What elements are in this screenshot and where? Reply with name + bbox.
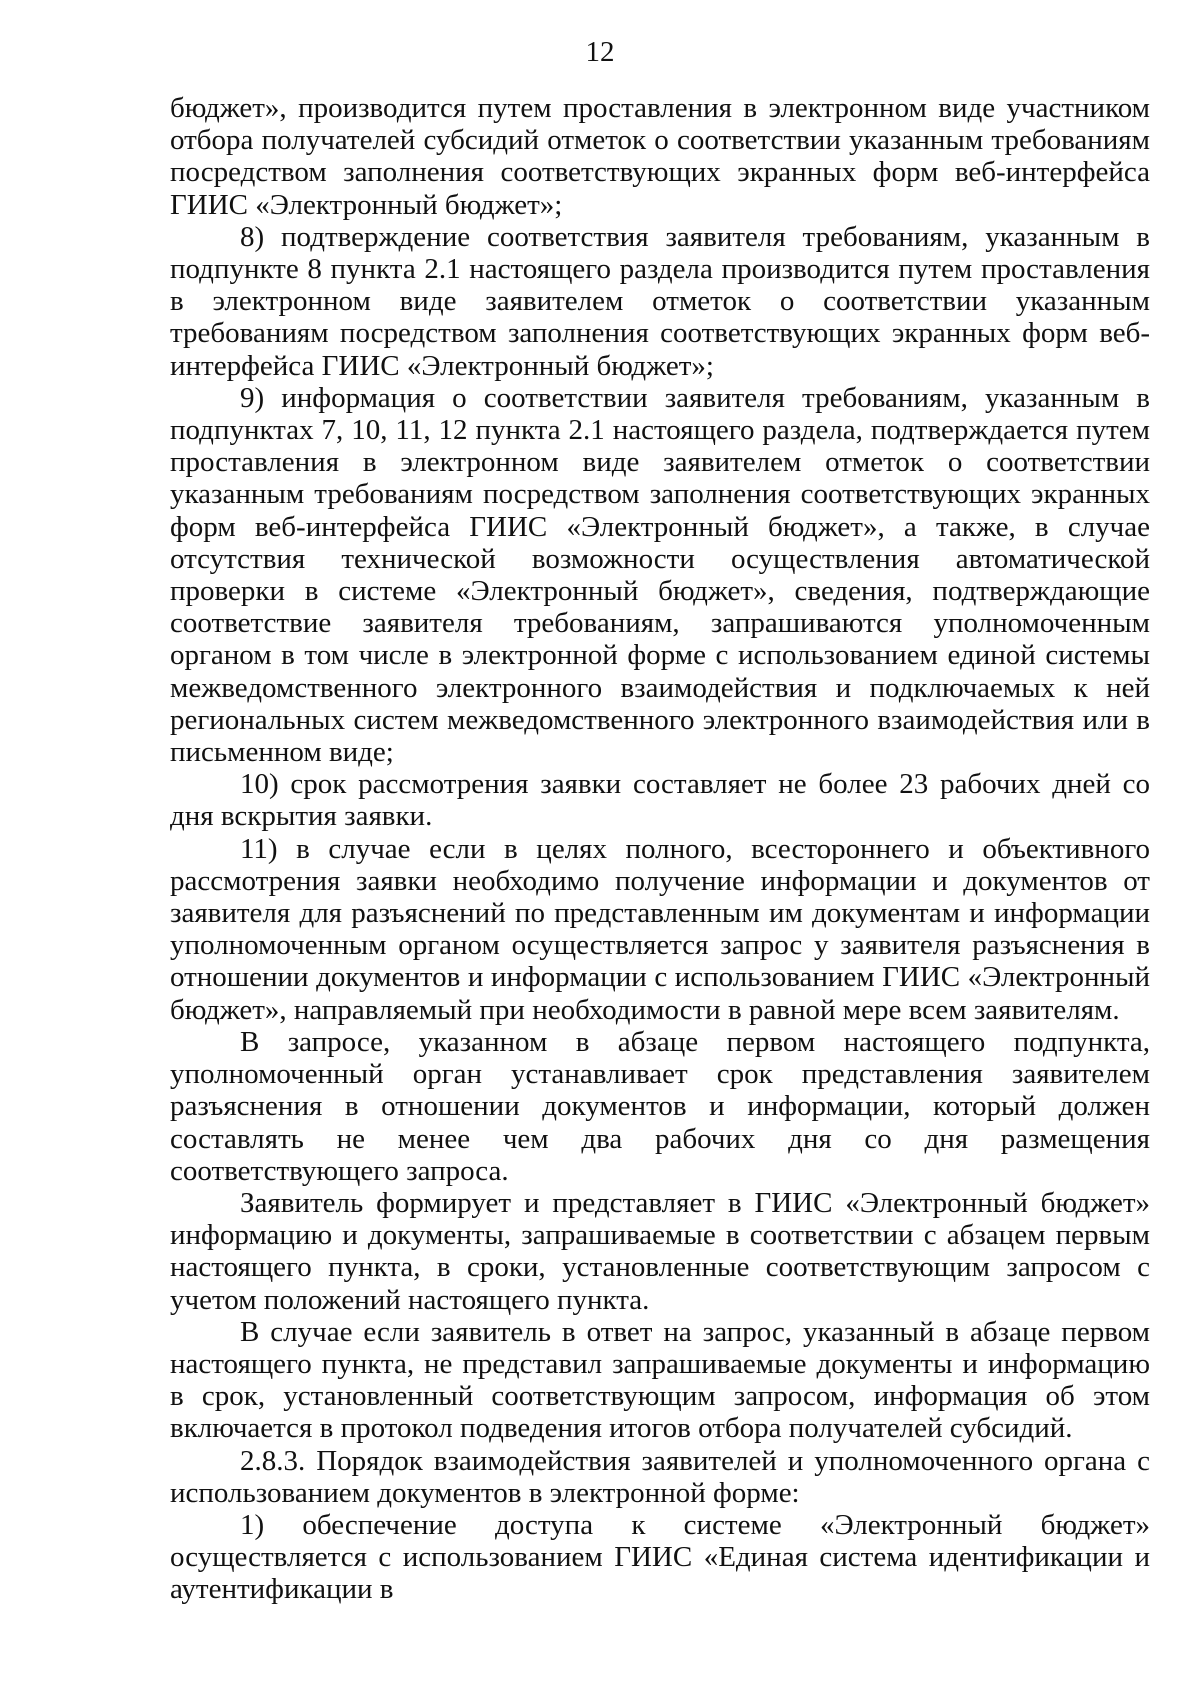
- paragraph-request-deadline: В запросе, указанном в абзаце первом настоящего подпункта, уполномоченный орган устанавливает срок представления заявителем разъяснения в отношении документов и информации, который должен составлять не менее чем два рабочих дня со дня размещения соответствующего запроса.: [170, 1025, 1150, 1187]
- paragraph-access-item-1: 1) обеспечение доступа к системе «Электронный бюджет» осуществляется с использованием ГИИС «Единая система идентификации и аутентификации в: [170, 1508, 1150, 1606]
- paragraph-item-8: 8) подтверждение соответствия заявителя требованиям, указанным в подпункте 8 пункта 2.1 настоящего раздела производится путем проставления в электронном виде заявителем отметок о соответствии указанным требованиям посредством заполнения соответствующих экранных форм веб-интерфейса ГИИС «Электронный бюджет»;: [170, 220, 1150, 382]
- paragraph-item-10: 10) срок рассмотрения заявки составляет не более 23 рабочих дней со дня вскрытия заявки.: [170, 768, 1150, 833]
- page-number: 12: [585, 36, 615, 68]
- paragraph-continuation: бюджет», производится путем проставления в электронном виде участником отбора получателей субсидий отметок о соответствии указанным требованиям посредством заполнения соответствующих экранных форм веб-интерфейса ГИИС «Электронный бюджет»;: [170, 92, 1150, 221]
- paragraph-item-11: 11) в случае если в целях полного, всестороннего и объективного рассмотрения заявки необходимо получение информации и документов от заявителя для разъяснений по представленным им документам и информации уполномоченным органом осуществляется запрос у заявителя разъяснения в отношении документов и информации с использованием ГИИС «Электронный бюджет», направляемый при необходимости в равной мере всем заявителям.: [170, 832, 1150, 1026]
- document-body: [170, 92, 1150, 1606]
- paragraph-item-9: 9) информация о соответствии заявителя требованиям, указанным в подпунктах 7, 10, 11, 12 пункта 2.1 настоящего раздела, подтверждается путем проставления в электронном виде заявителем отметок о соответствии указанным требованиям посредством заполнения соответствующих экранных форм веб-интерфейса ГИИС «Электронный бюджет», а также, в случае отсутствия технической возможности осуществления автоматической проверки в системе «Электронный бюджет», сведения, подтверждающие соответствие заявителя требованиям, запрашиваются уполномоченным органом в том числе в электронной форме с использованием единой системы межведомственного электронного взаимодействия и подключаемых к ней региональных систем межведомственного электронного взаимодействия или в письменном виде;: [170, 381, 1150, 769]
- paragraph-section-2-8-3: 2.8.3. Порядок взаимодействия заявителей и уполномоченного органа с использованием документов в электронной форме:: [170, 1444, 1150, 1509]
- paragraph-no-response: В случае если заявитель в ответ на запрос, указанный в абзаце первом настоящего пункта, не представил запрашиваемые документы и информацию в срок, установленный соответствующим запросом, информация об этом включается в протокол подведения итогов отбора получателей субсидий.: [170, 1315, 1150, 1445]
- paragraph-applicant-submits: Заявитель формирует и представляет в ГИИС «Электронный бюджет» информацию и документы, запрашиваемые в соответствии с абзацем первым настоящего пункта, в сроки, установленные соответствующим запросом с учетом положений настоящего пункта.: [170, 1186, 1150, 1316]
